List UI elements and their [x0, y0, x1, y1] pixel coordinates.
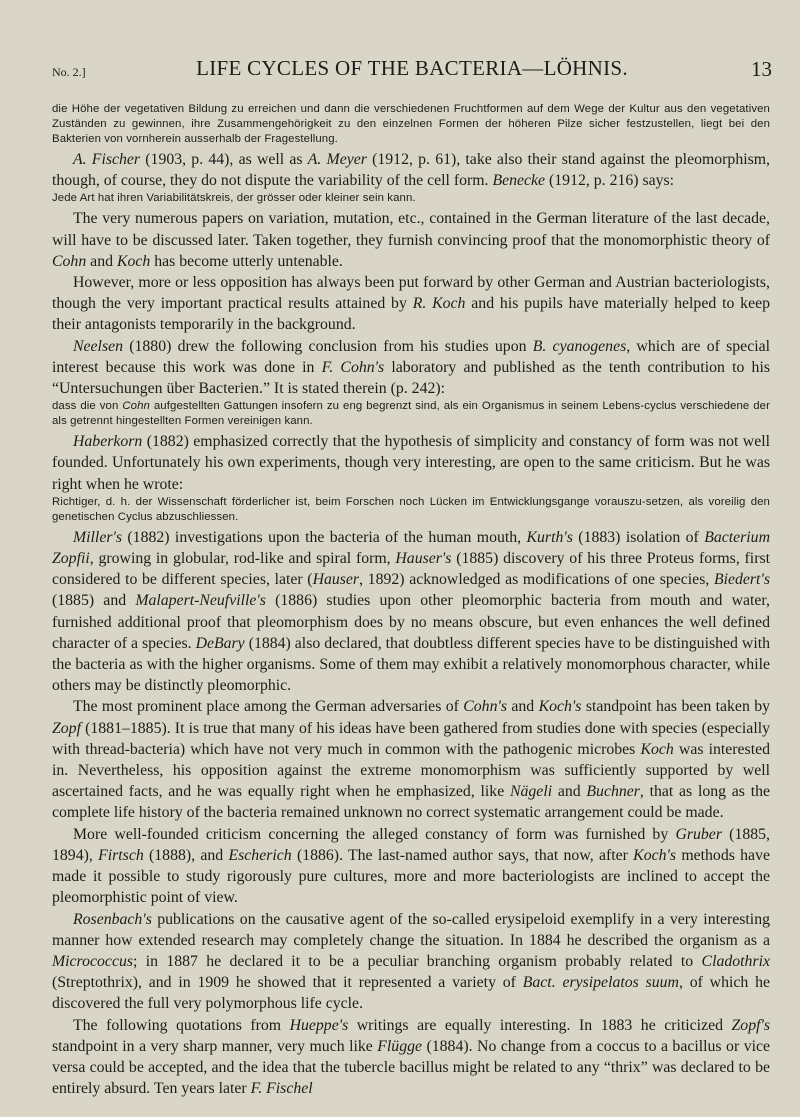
- quoted-passage: die Höhe der vegetativen Bildung zu erreichen und dann die verschiedenen Fruchtformen auf dem Wege der Kultur aus den vegetativen Zuständen zu gewinnen, ihre Zusammengehörigkeit zu den einzelnen Formen der höheren Pilze sicher festzustellen, liegt bei den Bakterien von vornherein ausserhalb der Fragestellung.: [52, 103, 770, 145]
- body-paragraph: Miller's (1882) investigations upon the bacteria of the human mouth, Kurth's (1883) isolation of Bacterium Zopfii, growing in globular, rod-like and spiral form, Hauser's (1885) discovery of his three Proteus forms, first considered to be different species, later (Hauser, 1892) acknowledged as modifications of one species, Biedert's (1885) and Malapert-Neufville's (1886) studies upon other pleomorphic bacteria from mouth and water, furnished additional proof that pleomorphism does by no means obscure, but even enhances the well defined character of a species. DeBary (1884) also declared, that doubtless different species have to be distinguished with the bacteria as with the higher organisms. Some of them may exhibit a relatively monomorphous character, while others may be distinctly pleomorphic.: [52, 528, 770, 695]
- body-paragraph: The very numerous papers on variation, mutation, etc., contained in the German literature of the last decade, will have to be discussed later. Taken together, they furnish convincing proof that the monomorphistic theory of Cohn and Koch has become utterly untenable.: [52, 210, 770, 270]
- body-paragraph: Haberkorn (1882) emphasized correctly that the hypothesis of simplicity and constancy of form was not well founded. Unfortunately his own experiments, though very interesting, are open to the same criticism. But he was right when he wrote:: [52, 433, 770, 493]
- quoted-passage: Richtiger, d. h. der Wissenschaft förderlicher ist, beim Forschen noch Lücken im Entwicklungsgange vorauszu-setzen, als voreilig den genetischen Cyclus abzuschliessen.: [52, 495, 770, 523]
- body-paragraph: More well-founded criticism concerning the alleged constancy of form was furnished by Gruber (1885, 1894), Firtsch (1888), and Escherich (1886). The last-named author says, that now, after Koch's methods have made it possible to study rigorously pure cultures, more and more bacteriologists are inclined to accept the pleomorphistic point of view.: [52, 825, 770, 907]
- body-paragraph: The most prominent place among the German adversaries of Cohn's and Koch's standpoint has been taken by Zopf (1881–1885). It is true that many of his ideas have been gathered from studies done with species (especially with thread-bacteria) which have not very much in common with the pathogenic microbes Koch was interested in. Nevertheless, his opposition against the extreme monomorphism was sufficiently supported by well ascertained facts, and he was equally right when he emphasized, like Nägeli and Buchner, that as long as the complete life history of the bacteria remained unknown no correct systematic arrangement could be made.: [52, 698, 771, 822]
- body-paragraph: Rosenbach's publications on the causative agent of the so-called erysipeloid exemplify in a very interesting manner how extended research may completely change the situation. In 1884 he described the organism as a Micrococcus; in 1887 he declared it to be a peculiar branching organism probably related to Cladothrix (Streptothrix), and in 1909 he showed that it represented a variety of Bact. erysipelatos suum, of which he discovered the full very polymorphous life cycle.: [52, 910, 770, 1013]
- body-text: [52, 102, 770, 1099]
- page-number: 13: [751, 57, 772, 81]
- body-paragraph: Neelsen (1880) drew the following conclusion from his studies upon B. cyanogenes, which are of special interest because this work was done in F. Cohn's laboratory and published as the tenth contribution to his “Untersuchungen über Bacterien.” It is stated therein (p. 242):: [52, 337, 770, 398]
- body-paragraph: A. Fischer (1903, p. 44), as well as A. Meyer (1912, p. 61), take also their stand against the pleomorphism, though, of course, they do not dispute the variability of the cell form. Benecke (1912, p. 216) says:: [52, 151, 770, 190]
- body-paragraph: However, more or less opposition has always been put forward by other German and Austrian bacteriologists, though the very important practical results attained by R. Koch and his pupils have materially helped to keep their antagonists temporarily in the background.: [52, 274, 770, 334]
- quoted-passage: dass die von Cohn aufgestellten Gattungen insofern zu eng begrenzt sind, als ein Organismus in seinem Lebens-cyclus verschiedene der als getrennt hingestellten Formen vereinigen kann.: [52, 400, 770, 428]
- issue-number: No. 2.]: [52, 65, 86, 79]
- running-header: [52, 55, 772, 85]
- running-title: LIFE CYCLES OF THE BACTERIA—LÖHNIS.: [196, 56, 628, 80]
- body-paragraph: The following quotations from Hueppe's writings are equally interesting. In 1883 he criticized Zopf's standpoint in a very sharp manner, very much like Flügge (1884). No change from a coccus to a bacillus or vice versa could be accepted, and the idea that the tubercle bacillus might be related to any “thrix” was declared to be entirely absurd. Ten years later F. Fischel: [52, 1016, 771, 1098]
- quoted-passage: Jede Art hat ihren Variabilitätskreis, der grösser oder kleiner sein kann.: [52, 192, 416, 205]
